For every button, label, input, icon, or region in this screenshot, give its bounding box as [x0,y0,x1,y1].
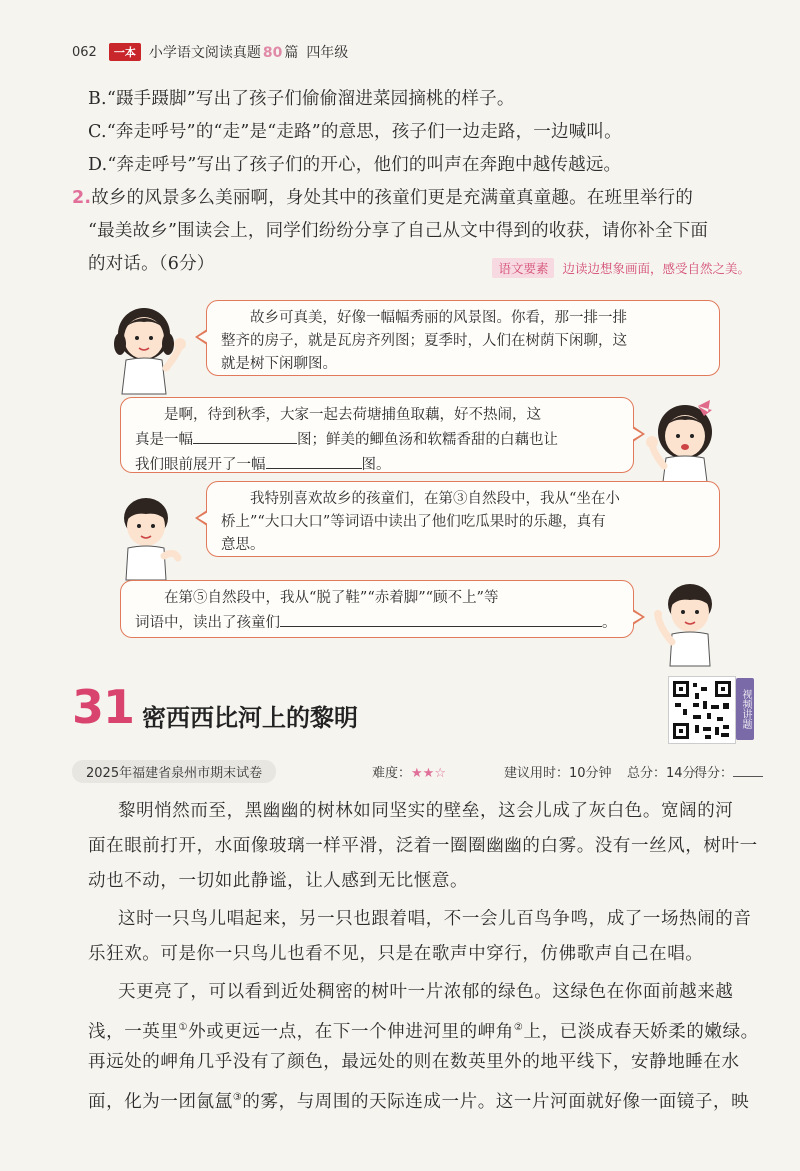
video-lesson-tag[interactable]: 视频讲题 [736,678,754,740]
total-score: 总分：14分 [627,766,696,781]
footnote-3: ③ [232,1092,243,1103]
book-title: 小学语文阅读真题 80 篇 [148,45,299,61]
boy-avatar-1 [104,486,194,582]
answer-blank-1[interactable] [193,427,297,444]
option-b: B.“蹑手蹑脚”写出了孩子们偷偷溜进菜园摘桃的样子。 [88,89,515,109]
footnote-1: ① [178,1022,189,1033]
section-title: 密西西比河上的黎明 [142,704,358,732]
dialogue-bubble-3: 我特别喜欢故乡的孩童们，在第③自然段中，我从“坐在小 桥上”“大口大口”等词语中读出了他们吃瓜果时的乐趣，真有 意思。 [206,481,720,557]
difficulty: 难度：★★☆ [372,766,446,781]
page-header [72,40,348,64]
passage-p3-line-3: 再远处的岬角几乎没有了颜色，最远处的则在数英里外的地平线下，安静地睡在水 [88,1052,740,1072]
question-2-line-2: “最美故乡”围读会上，同学们纷纷分享了自己从文中得到的收获，请你补全下面 [88,221,709,241]
question-number: 2. [72,188,92,208]
option-c: C.“奔走呼号”的“走”是“走路”的意思，孩子们一边走路，一边喊叫。 [88,122,622,142]
passage-p3-line-2: 浅，一英里①外或更远一点，在下一个伸进河里的岬角②上，已淡成春天娇柔的嫩绿。 [88,1021,759,1042]
boy-avatar-2 [642,572,732,668]
dialogue-bubble-2: 是啊，待到秋季，大家一起去荷塘捕鱼取藕，好不热闹，这 真是一幅 图；鲜美的鲫鱼汤和软糯香甜的白藕也让 我们眼前展开了一幅 图。 [120,397,634,473]
suggested-time: 建议用时：10分钟 [504,766,612,781]
tip-tag: 语文要素 [492,258,554,278]
passage-p2-line-2: 乐狂欢。可是你一只鸟儿也看不见，只是在歌声中穿行，仿佛歌声自己在唱。 [88,944,704,964]
question-2-line-3: 的对话。（6分） [88,254,215,274]
section-number: 31 [72,680,135,734]
passage-p1-line-3: 动也不动，一切如此静谧，让人感到无比惬意。 [88,871,469,891]
passage-p1-line-1: 黎明悄然而至，黑幽幽的树林如同坚实的壁垒，这会儿成了灰白色。宽阔的河 [118,801,734,821]
passage-p3-line-4: 面，化为一团氤氲③的雾，与周围的天际连成一片。这一片河面就好像一面镜子，映 [88,1091,750,1112]
brand-badge: 一本 [109,43,141,61]
exam-source: 2025年福建省泉州市期末试卷 [72,760,276,783]
footnote-2: ② [513,1022,524,1033]
passage-p1-line-2: 面在眼前打开，水面像玻璃一样平滑，泛着一圈圈幽幽的白雾。没有一丝风，树叶一 [88,836,758,856]
passage-p2-line-1: 这时一只鸟儿唱起来，另一只也跟着唱，不一会儿百鸟争鸣，成了一场热闹的音 [118,909,752,929]
score-field: 得分： [694,762,763,781]
tip-text: 边读边想象画面，感受自然之美。 [562,261,750,276]
option-d: D.“奔走呼号”写出了孩子们的开心，他们的叫声在奔跑中越传越远。 [88,155,622,175]
answer-blank-3[interactable] [280,610,602,627]
dialogue-bubble-1: 故乡可真美，好像一幅幅秀丽的风景图。你看，那一排一排 整齐的房子，就是瓦房齐列图；夏季时，人们在树荫下闲聊，这 就是树下闲聊图。 [206,300,720,376]
score-blank[interactable] [733,764,763,777]
tip-row [492,258,750,278]
info-bar [72,760,767,782]
dialogue-bubble-4: 在第⑤自然段中，我从“脱了鞋”“赤着脚”“顾不上”等 词语中，读出了孩童们 。 [120,580,634,638]
page-number: 062 [72,44,97,60]
question-2-line-1: 2.故乡的风景多么美丽啊，身处其中的孩童们更是充满童真童趣。在班里举行的 [72,188,694,208]
answer-blank-2[interactable] [266,452,362,469]
difficulty-stars: ★★☆ [411,766,446,781]
girl-avatar-1 [102,296,192,396]
qr-code-icon[interactable] [668,676,736,744]
grade-label: 四年级 [306,45,349,61]
passage-p3-line-1: 天更亮了，可以看到近处稠密的树叶一片浓郁的绿色。这绿色在你面前越来越 [118,982,734,1002]
girl-avatar-2 [640,392,730,492]
